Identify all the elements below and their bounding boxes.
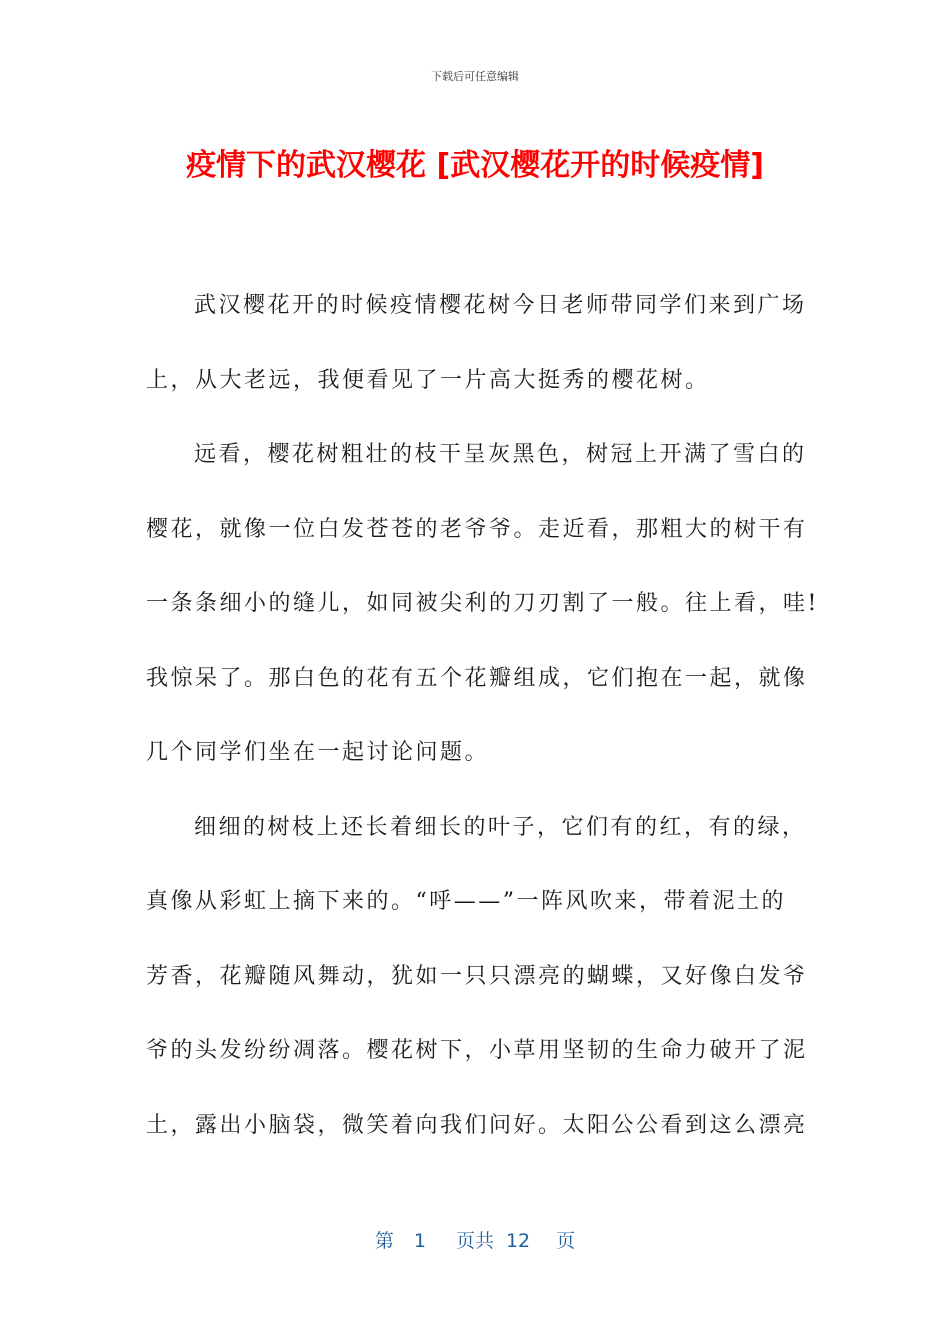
body-line: 细细的树枝上还长着细长的叶子，它们有的红，有的绿， [194,814,807,840]
page-footer [0,1226,950,1253]
body-line: 真像从彩虹上摘下来的。“呼——”一阵风吹来，带着泥土的 [146,889,786,914]
body-line: 樱花，就像一位白发苍苍的老爷爷。走近看，那粗大的树干有 [146,516,808,542]
total-pages: 12 [505,1230,531,1252]
current-page-number: 1 [413,1230,426,1252]
document-body [146,269,819,1163]
body-line: 爷的头发纷纷凋落。樱花树下，小草用坚韧的生命力破开了泥 [146,1038,808,1063]
body-line: 我惊呆了。那白色的花有五个花瓣组成，它们抱在一起，就像 [146,665,808,691]
body-line: 一条条细小的缝儿，如同被尖利的刀刃割了一般。往上看，哇! [146,591,819,616]
body-line: 武汉樱花开的时候疫情樱花树今日老师带同学们来到广场 [194,293,807,318]
header-note: 下载后可任意编辑 [431,70,519,83]
body-line: 土，露出小脑袋，微笑着向我们问好。太阳公公看到这么漂亮 [146,1112,808,1138]
footer-suffix: 页 [556,1230,576,1252]
footer-middle: 页共 [455,1230,494,1252]
document-title: 疫情下的武汉樱花 [武汉樱花开的时候疫情] [186,148,764,183]
body-line: 远看，樱花树粗壮的枝干呈灰黑色，树冠上开满了雪白的 [194,442,807,467]
footer-prefix: 第 [374,1230,394,1252]
body-line: 上，从大老远，我便看见了一片高大挺秀的樱花树。 [146,367,710,393]
body-line: 几个同学们坐在一起讨论问题。 [146,740,490,765]
body-line: 芳香，花瓣随风舞动，犹如一只只漂亮的蝴蝶，又好像白发爷 [146,963,808,989]
